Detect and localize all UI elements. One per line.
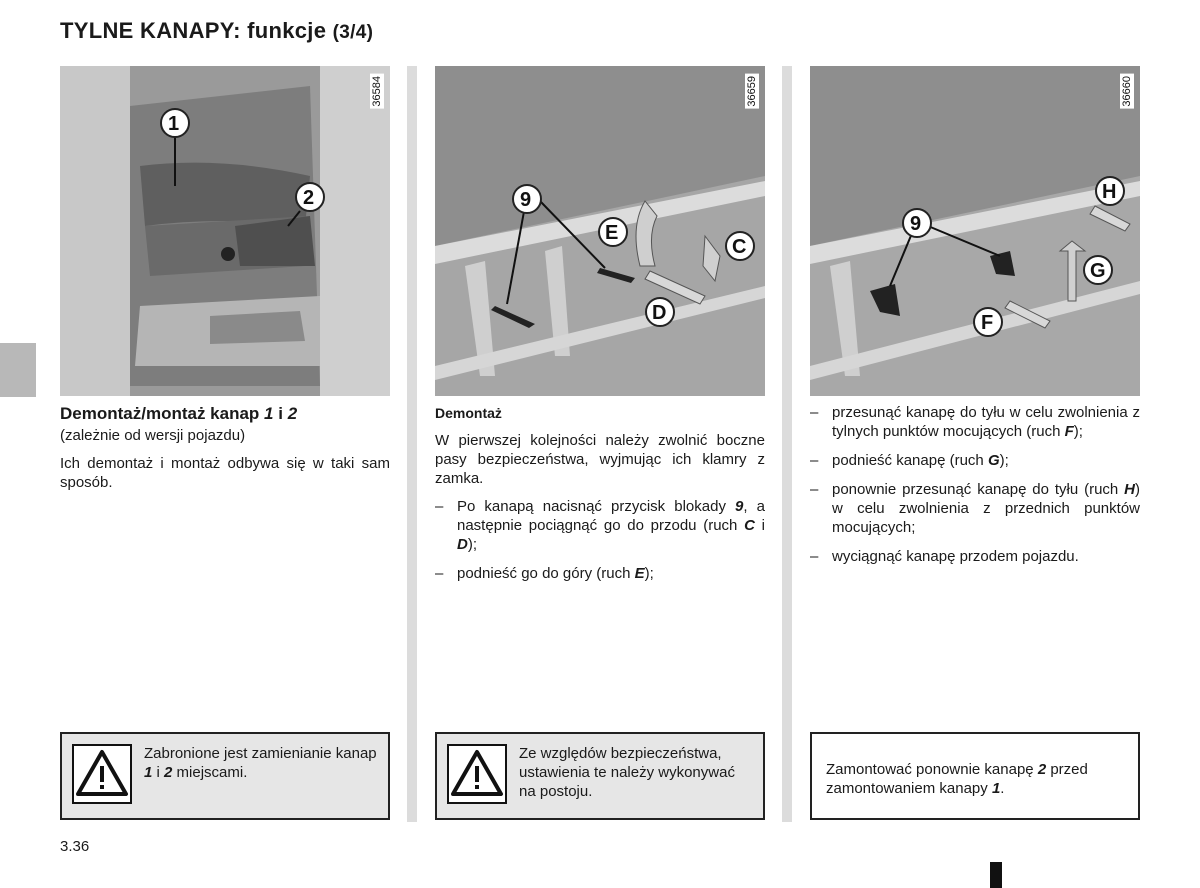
- section-heading: Demontaż/montaż kanap 1 i 2: [60, 404, 298, 423]
- step-item: – podnieść kanapę (ruch G);: [810, 451, 1140, 470]
- title-main: TYLNE KANAPY: funkcje: [60, 18, 327, 43]
- callout-2: [296, 183, 324, 211]
- column-divider: [407, 66, 417, 822]
- section-subnote: (zależnie od wersji pojazdu): [60, 427, 246, 444]
- figure-code: 36660: [1121, 76, 1133, 107]
- figure-rear-seat-door: [60, 66, 390, 396]
- callout-1-label: 1: [168, 113, 180, 135]
- figure-code: 36584: [371, 76, 383, 107]
- figure-seat-release-rear: [810, 66, 1140, 396]
- page-number: 3.36: [60, 838, 90, 855]
- section-tab: [0, 343, 36, 397]
- warning-box: [60, 732, 390, 820]
- callout-C-label: C: [732, 236, 747, 258]
- note-text: Zamontować ponownie kanapę 2 przed zamontowaniem kanapy 1.: [826, 761, 1088, 797]
- column-divider: [782, 66, 792, 822]
- warning-text: Ze względów bezpieczeństwa, ustawienia te należy wykonywać na postoju.: [519, 745, 735, 800]
- step-item: – ponownie przesunąć kanapę do tyłu (ruch H) w celu zwolnienia z przednich punktów mocujących;: [810, 480, 1140, 537]
- figure-code: 36659: [746, 76, 758, 107]
- corner-mark: [990, 862, 1002, 888]
- warning-text: Zabronione jest zamienianie kanap 1 i 2 miejscami.: [144, 745, 377, 781]
- callout-H-label: H: [1102, 181, 1117, 203]
- callout-1: [161, 109, 189, 137]
- step-item: – Po kanapą nacisnąć przycisk blokady 9, a następnie pociągnąć go do przodu (ruch C i D);: [435, 497, 765, 554]
- callout-9b-label: 9: [910, 213, 922, 235]
- warning-triangle-icon: [72, 744, 132, 804]
- callout-D-label: D: [652, 302, 667, 324]
- col1-paragraph: Ich demontaż i montaż odbywa się w taki sam sposób.: [60, 455, 390, 491]
- figure-seat-release-front: [435, 66, 765, 396]
- warning-triangle-icon: [447, 744, 507, 804]
- col2-steps: [435, 497, 765, 593]
- callout-E-label: E: [605, 222, 619, 244]
- title-part: (3/4): [332, 22, 374, 43]
- callout-G-label: G: [1090, 260, 1106, 282]
- callout-F-label: F: [981, 312, 994, 334]
- callout-9-label: 9: [520, 189, 532, 211]
- sub-heading: Demontaż: [435, 405, 502, 421]
- step-item: – przesunąć kanapę do tyłu w celu zwolnienia z tylnych punktów mocujących (ruch F);: [810, 403, 1140, 441]
- step-item: – wyciągnąć kanapę przodem pojazdu.: [810, 547, 1140, 566]
- note-box: [810, 732, 1140, 820]
- step-item: – podnieść go do góry (ruch E);: [435, 564, 765, 583]
- page-title: [60, 18, 373, 44]
- callout-2-label: 2: [303, 187, 315, 209]
- col3-steps: [810, 403, 1140, 576]
- col2-paragraph: W pierwszej kolejności należy zwolnić boczne pasy bezpieczeństwa, wyjmując ich klamry z zamka.: [435, 432, 765, 487]
- warning-box: [435, 732, 765, 820]
